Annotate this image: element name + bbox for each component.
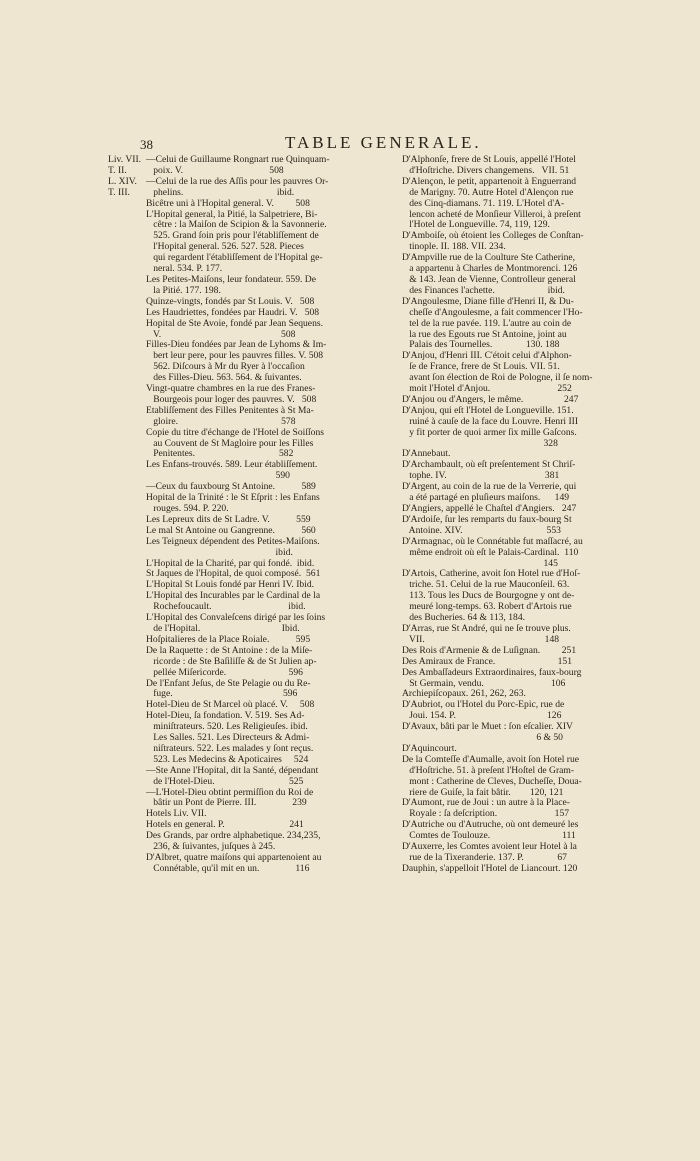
index-line: D'Artois, Catherine, avoit ſon Hotel rue d'Hoſ- (402, 569, 581, 580)
index-line (108, 864, 391, 875)
index-entry-text: Hotels Liv. VII. (146, 808, 207, 820)
index-line: D'Angoulesme, Diane fille d'Henri II, & Du- (402, 296, 574, 307)
index-entry-text: poix. V. 508 (146, 164, 284, 176)
index-entry-text: Connétable, qu'il mit en un. 116 (146, 862, 310, 874)
index-line: D'Archambault, où eſt preſentement St Chriſ- (402, 460, 576, 471)
index-line: mont : Catherine de Cleves, Ducheſſe, Doua- (402, 776, 582, 787)
index-entry-text: neral. 534. P. 177. (146, 263, 223, 275)
margin-reference: T. II. (108, 164, 127, 176)
index-line: D'Anjou, d'Henri III. C'étoit celui d'Alphon- (402, 351, 572, 362)
page-header (140, 133, 660, 155)
index-line: D'Angiers, appellé le Chaſtel d'Angiers. 247 (402, 504, 577, 514)
index-entry-text: de l'Hopital. Ibid. (146, 622, 300, 634)
index-entry-text: L'Hopital des Convaleſcens dirigé par les ſoins (146, 612, 326, 624)
index-entry-text: 523. Les Medecins & Apoticaires 524 (146, 753, 309, 765)
index-line (108, 188, 391, 199)
index-line: triche. 51. Celui de la rue Mauconſeil. 63. (402, 580, 570, 591)
index-entry-text: Les Lepreux dits de St Ladre. V. 559 (146, 513, 311, 525)
index-line: D'Aumont, rue de Joui : un autre à la Place- (402, 798, 570, 809)
index-entry-text: Les Teigneux dépendent des Petites-Maiſons. (146, 535, 320, 547)
index-line: de Marigny. 70. Autre Hotel d'Alençon rue (402, 187, 574, 198)
index-line: Archiepiſcopaux. 261, 262, 263. (402, 689, 526, 700)
index-line: D'Aquincourt. (402, 743, 457, 754)
index-line: D'Avaux, bâti par le Muet : ſon eſcalier. XIV (402, 722, 573, 733)
index-line: D'Armagnac, où le Connétable fut maſſacré, au (402, 536, 583, 547)
index-line: Palais des Tournelles. 130. 188 (402, 340, 560, 351)
margin-reference: Liv. VII. (108, 154, 142, 165)
index-line: d'Hoſtriche. Divers changemens. VII. 51 (402, 165, 570, 176)
index-line: D'Alphonſe, frere de St Louis, appellé l'Hotel (402, 155, 576, 165)
index-entry-text: V. 508 (146, 328, 296, 340)
index-line: lencon acheté de Monſieur Villeroi, à preſent (402, 209, 581, 220)
index-line: & 143. Jean de Vienne, Controlleur general (402, 274, 576, 285)
index-line: la rue des Egouts rue St Antoine, joint au (402, 329, 567, 340)
index-entry-text: De la Raquette : de St Antoine : de la Miſe- (146, 644, 313, 656)
index-entry-text: 525. Grand ſoin pris pour l'établiſſement de (146, 230, 319, 242)
index-entry-text: Copie du titre d'échange de l'Hotel de Soiſſons (146, 426, 324, 438)
index-entry-text: gloire. 578 (146, 415, 296, 427)
index-line: des Finances l'achette. ibid. (402, 285, 565, 296)
index-entry-text: bert leur pere, pour les pauvres filles. V. 508 (146, 350, 324, 362)
index-entry-text: Les Haudriettes, fondées par Haudri. V. 508 (146, 306, 320, 318)
index-entry-text: pellée Miſericorde. 596 (146, 666, 303, 678)
index-line: 145 (402, 558, 558, 569)
index-line (108, 668, 391, 679)
index-line: l'Hotel de Longueville. 74, 119, 129. (402, 220, 550, 231)
index-entry-text: Les Petites-Maiſons, leur fondateur. 559. De (146, 273, 316, 285)
index-line: cheſſe d'Angoulesme, a fait commencer l'Ho- (402, 307, 583, 318)
index-line: Dauphin, s'appelloit l'Hotel de Liancourt. 120 (402, 863, 578, 874)
index-line: D'Alençon, le petit, appartenoit à Enguerrand (402, 176, 577, 187)
index-entry-text: Le mal St Antoine ou Gangrenne. 560 (146, 524, 316, 536)
index-entry-text: Hotel-Dieu, ſa fondation. V. 519. Ses Ad- (146, 710, 305, 722)
index-line: Des Ambaſſadeurs Extraordinaires, faux-bourg (402, 667, 582, 678)
page-title: TABLE GENERALE. (285, 133, 482, 152)
margin-reference: L. XIV. (108, 175, 137, 187)
index-line: D'Annebaut. (402, 449, 451, 460)
index-entry-text: Hopital de la Trinité : le St Eſprit : les Enfans (146, 492, 320, 504)
index-entry-text: —L'Hotel-Dieu obtint permiſſion du Roi de (146, 786, 314, 798)
index-entry-text: de l'Hotel-Dieu. 525 (146, 775, 304, 787)
index-line: VII. 148 (402, 634, 560, 645)
index-line: y fit porter de quoi armer ſix mille Gaſcons. (402, 427, 577, 438)
index-entry-text: Penitentes. 582 (146, 448, 294, 460)
index-entry-text: —Celui de la rue des Aſſis pour les pauvres Or- (146, 175, 329, 187)
index-entry-text: ricorde : de Ste Baſiliſſe & de St Julien ap- (146, 655, 317, 667)
index-line: tinople. II. 188. VII. 234. (402, 242, 506, 253)
index-line: moit l'Hotel d'Anjou. 252 (402, 384, 572, 395)
index-entry-text: qui regardent l'établiſſement de l'Hopital ge- (146, 252, 323, 264)
index-line: ſe de France, frere de St Louis. VII. 51. (402, 362, 560, 373)
index-entry-text: ibid. (146, 546, 293, 558)
page-number: 38 (140, 137, 153, 152)
index-entry-text: Hotel-Dieu de St Marcel où placé. V. 508 (146, 699, 315, 711)
index-entry-text: au Couvent de St Magloire pour les Filles (146, 437, 314, 449)
index-entry-text: Rochefoucault. ibid. (146, 601, 306, 613)
index-entry-text: L'Hopital general, la Pitié, la Salpetriere, Bi- (146, 208, 318, 220)
index-entry-text: la Pitié. 177. 198. (146, 284, 221, 296)
index-entry-text: niſtrateurs. 522. Les malades y ſont reçus. (146, 742, 314, 754)
index-entry-text: Les Salles. 521. Les Directeurs & Admi- (146, 732, 310, 744)
index-line (108, 319, 391, 330)
index-entry-text: Bicêtre uni à l'Hopital general. V. 508 (146, 197, 310, 209)
index-line (108, 777, 391, 788)
index-entry-text: —Ceux du fauxbourg St Antoine. 589 (146, 481, 316, 493)
index-entry-text: bâtir un Pont de Pierre. III. 239 (146, 797, 307, 809)
index-entry-text: fuge. 596 (146, 688, 298, 700)
index-entry-text: L'Hopital St Louis fondé par Henri IV. Ibid. (146, 579, 315, 591)
index-line: tophe. IV. 381 (402, 471, 560, 482)
index-line: même endroit où eſt le Palais-Cardinal. 110 (402, 547, 579, 558)
index-line: Royale : ſa deſcription. 157 (402, 809, 570, 820)
index-line (108, 308, 391, 319)
index-line: avant ſon élection de Roi de Pologne, il ſe nom- (402, 373, 593, 384)
index-entry-text: Hotels en general. P. 241 (146, 819, 304, 831)
index-line: D'Anjou ou d'Angers, le même. 247 (402, 394, 579, 405)
index-entry-text: l'Hopital general. 526. 527. 528. Pieces (146, 241, 304, 253)
index-entry-text: L'Hopital des Incurables par le Cardinal de la (146, 590, 321, 602)
index-entry-text: De l'Enfant Jeſus, de Ste Pelagie ou du Re- (146, 677, 311, 689)
index-entry-text: miniſtrateurs. 520. Les Religieuſes. ibid. (146, 721, 308, 733)
index-entry-text: rouges. 594. P. 220. (146, 503, 229, 514)
index-entry-text: D'Albret, quatre maiſons qui appartenoient au (146, 852, 322, 863)
index-entry-text: Filles-Dieu fondées par Jean de Lyhoms & Im- (146, 339, 327, 351)
index-entry-text: 562. Diſcours à Mr du Ryer à l'occaſion (146, 361, 305, 373)
index-line (108, 657, 391, 668)
index-line: tel de la rue pavée. 119. L'autre au coin de (402, 318, 572, 329)
index-entry-text: Quinze-vingts, fondés par St Louis. V. 508 (146, 295, 315, 307)
index-line: D'Autriche ou d'Autruche, où ont demeuré les (402, 820, 579, 831)
left-index-column (108, 155, 391, 875)
index-line (108, 537, 391, 548)
index-line: des Bucheries. 64 & 113, 184. (402, 613, 526, 624)
index-entry-text: Hoſpitalieres de la Place Roiale. 595 (146, 633, 311, 645)
index-entry-text: St Jaques de l'Hopital, de quoi composé. 561 (146, 568, 321, 580)
index-entry-text: Des Grands, par ordre alphabetique. 234,235, (146, 830, 321, 842)
index-line: D'Argent, au coin de la rue de la Verrerie, qui (402, 482, 577, 493)
index-line: Antoine. XIV. 553 (402, 525, 561, 536)
index-line: a appartenu à Charles de Montmorenci. 126 (402, 264, 578, 275)
index-line: 328 (402, 438, 558, 449)
index-entry-text: 236, & ſuivantes, juſques à 245. (146, 841, 276, 853)
index-entry-text: 590 (146, 470, 290, 482)
index-line: De la Comteſſe d'Aumalle, avoit ſon Hotel rue (402, 754, 580, 765)
index-entry-text: cêtre : la Maiſon de Scipion & la Savonnerie. (146, 219, 327, 231)
index-line (108, 428, 391, 439)
index-line: des Cinq-diamans. 71. 119. L'Hotel d'A- (402, 198, 565, 209)
index-entry-text: phelins. ibid. (146, 186, 295, 198)
index-line (108, 548, 391, 559)
index-line: D'Anjou, qui eſt l'Hotel de Longueville. 151. (402, 405, 574, 416)
index-line: 6 & 50 (402, 733, 563, 744)
index-line: D'Aubriot, ou l'Hotel du Porc-Epic, rue de (402, 700, 565, 711)
index-line: Des Rois d'Armenie & de Luſignan. 251 (402, 645, 577, 656)
index-line (108, 199, 391, 210)
index-line: d'Hoſtriche. 51. à preſent l'Hoſtel de Gram- (402, 765, 575, 776)
index-line: Joui. 154. P. 126 (402, 711, 562, 722)
index-line: D'Arras, rue St André, qui ne ſe trouve plus. (402, 623, 571, 634)
index-line: D'Amboiſe, où étoient les Colleges de Conſtan- (402, 231, 584, 242)
index-entry-text: —Ste Anne l'Hopital, dit la Santé, dépendant (146, 764, 319, 776)
index-line: rue de la Tixeranderie. 137. P. 67 (402, 853, 567, 863)
index-entry-text: L'Hopital de la Charité, par qui fondé. ibid. (146, 557, 315, 569)
index-line: a été partagé en pluſieurs maiſons. 149 (402, 493, 570, 504)
index-line: ruiné à cauſe de la face du Louvre. Henri III (402, 416, 579, 427)
index-line: D'Ardoiſe, ſur les remparts du faux-bourg St (402, 514, 572, 525)
index-line: Comtes de Toulouze. 111 (402, 831, 576, 842)
index-entry-text: Bourgeois pour loger des pauvres. V. 508 (146, 393, 317, 405)
index-entry-text: des Filles-Dieu. 563. 564. & ſuivantes. (146, 372, 302, 384)
index-entry-text: Les Enfans-trouvés. 589. Leur établiſſement. (146, 459, 318, 471)
index-entry-text: Etabliſſement des Filles Penitentes à St Ma- (146, 404, 314, 416)
margin-reference: T. III. (108, 186, 130, 198)
index-line: riere de Guiſe, la fait bâtir. 120, 121 (402, 787, 564, 798)
index-entry-text: Vingt-quatre chambres en la rue des Franes- (146, 383, 316, 395)
index-line: D'Ampville rue de la Coulture Ste Catherine, (402, 253, 576, 264)
index-entry-text: —Celui de Guillaume Rongnart rue Quinquam- (146, 154, 330, 165)
index-line: 113. Tous les Ducs de Bourgogne y ont de- (402, 591, 575, 602)
index-line: Des Amiraux de France. 151 (402, 656, 572, 667)
index-line: St Germain, vendu. 106 (402, 678, 566, 689)
right-index-column (402, 155, 674, 875)
index-line: D'Auxerre, les Comtes avoient leur Hotel à la (402, 842, 577, 853)
index-line: meuré long-temps. 63. Robert d'Artois rue (402, 602, 572, 613)
index-entry-text: Hopital de Ste Avoie, fondé par Jean Sequens. (146, 317, 323, 329)
